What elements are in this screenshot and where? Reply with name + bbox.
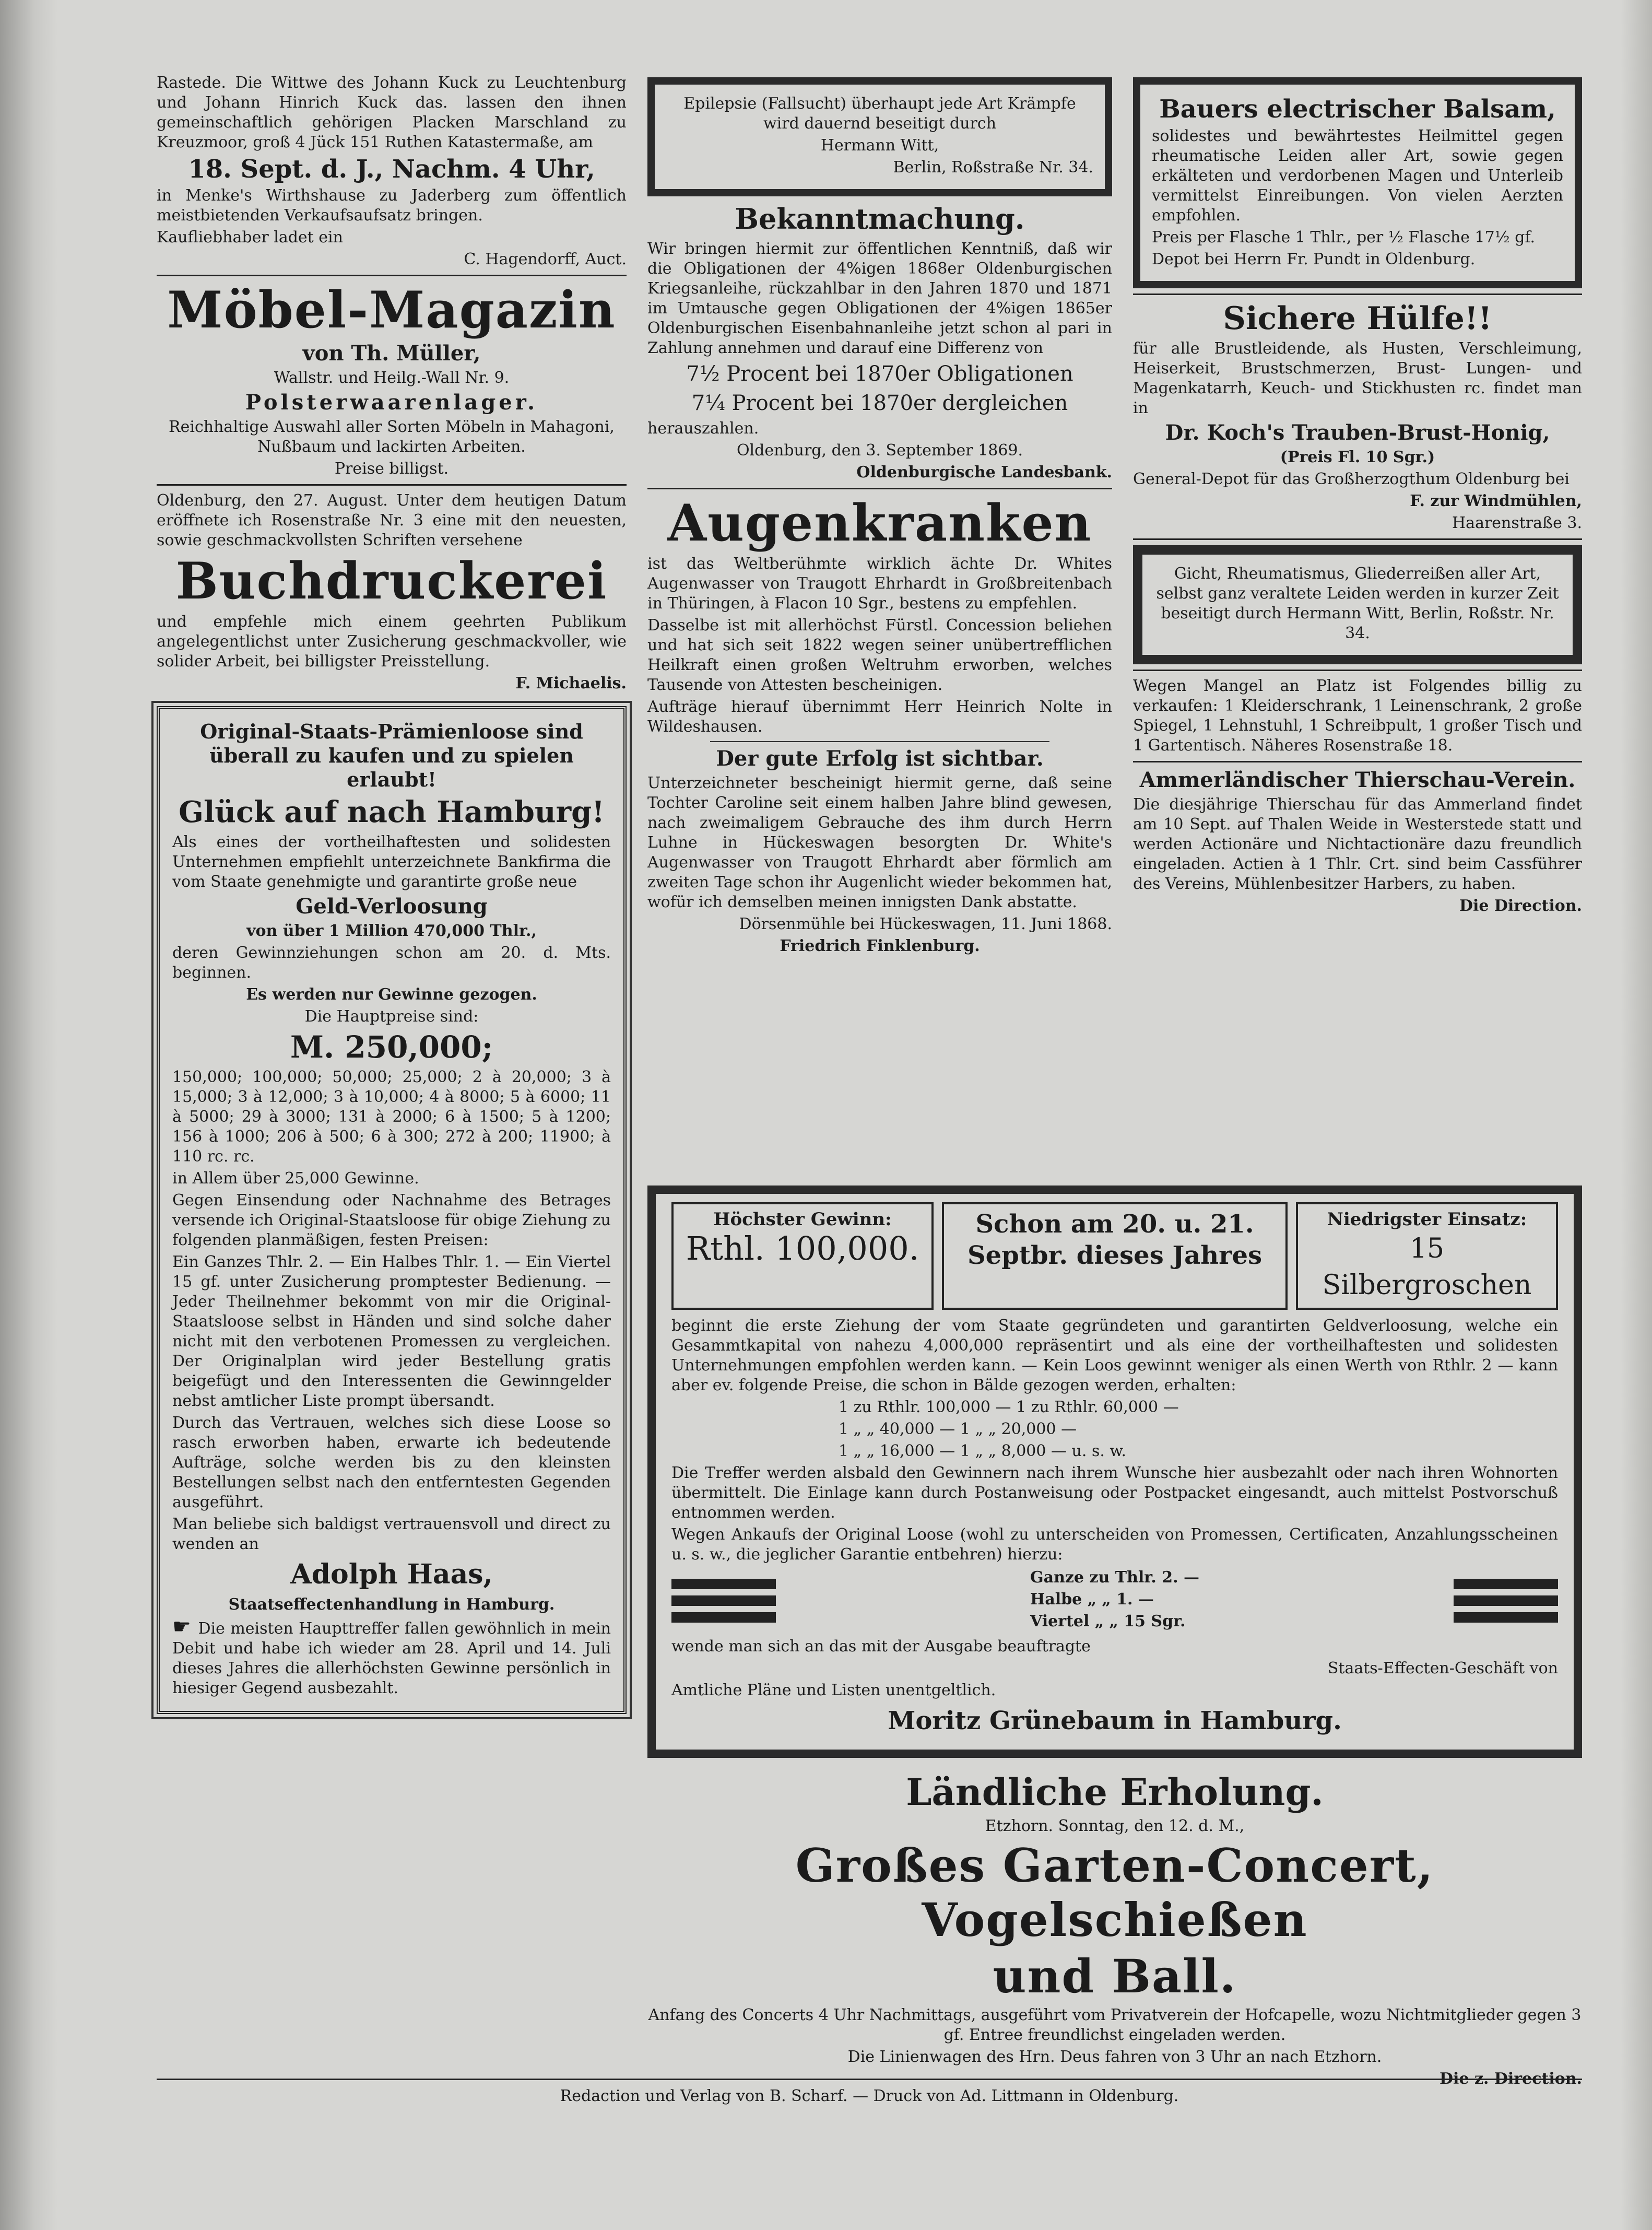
rate-bars-left [671, 1576, 776, 1626]
lottery-max-value: Rthl. 100,000. [686, 1229, 919, 1267]
moebel-address: Wallstr. und Heilg.-Wall Nr. 9. [274, 369, 510, 387]
buchdruck-body: und empfehle mich einem geehrten Publikum angelegentlichst unter Zusicherung geschmackvoller, wie solider Arbeit, bei billigster Preisstellung. [157, 613, 627, 671]
haas-h3: Geld-Verloosung [296, 894, 488, 919]
augen-title: Augenkranken [667, 494, 1092, 553]
lottery-p3: Wegen Ankaufs der Original Loose (wohl zu unterscheiden von Promessen, Certificaten, Anzahlungsscheinen u. s. w., die jeglicher Garantie entbehren) hierzu: [671, 1525, 1558, 1564]
haas-p10-text: Die meisten Haupttreffer fallen gewöhnlich in mein Debit und habe ich wieder am 28. April und 14. Juli dieses Jahres die allerhöchsten Gewinne persönlich in hiesiger Gegend ausbezahlt. [172, 1619, 611, 1697]
buchdruck-intro: Oldenburg, den 27. August. Unter dem heutigen Datum eröffnete ich Rosenstraße Nr. 3 eine mit den neuesten, sowie geschmackvollsten Schriften versehene [157, 491, 627, 549]
bauer-body: solidestes und bewährtestes Heilmittel gegen rheumatische Leiden aller Art, sowie gegen erkälteten und verdorbenen Magen und Unterleib vermittelst Einreibungen. Von vielen Aerzten empfohlen. [1152, 127, 1563, 225]
rate-2: Halbe „ „ 1. — [1030, 1590, 1154, 1609]
bauer-depot: Depot bei Herrn Fr. Pundt in Oldenburg. [1152, 250, 1476, 268]
bekannt-tail: herauszahlen. [647, 419, 759, 438]
thierschau-ad [1133, 768, 1582, 916]
bekannt-body: Wir bringen hiermit zur öffentlichen Kenntniß, daß wir die Obligationen der 4%igen 1868er Oldenburgischen Kriegsanleihe, rückzahlbar in den Jahren 1870 und 1871 im Umtausche gegen Obligationen der 4%igen 1865er Oldenburgischen Eisenbahnanleihe jetzt schon al pari in Zahlung annehmen und darauf eine Differenz von [647, 240, 1112, 357]
haas-lottery-ad [157, 706, 627, 1714]
thierschau-body: Die diesjährige Thierschau für das Ammerland findet am 10 Sept. auf Thalen Weide in Westerstede statt und werden Actionäre und Nichtactionäre dazu freundlich eingeladen. Actien à 1 Thlr. Crt. sind beim Cassführer des Vereins, Mühlenbesitzer Harbers, zu haben. [1133, 795, 1582, 893]
bekannt-line2: 7¼ Procent bei 1870er dergleichen [691, 391, 1068, 415]
bekannt-line1: 7½ Procent bei 1870er Obligationen [686, 362, 1073, 386]
kuck-date: 18. Sept. d. J., Nachm. 4 Uhr, [188, 155, 595, 184]
kuck-body3: Kaufliebhaber ladet ein [157, 228, 343, 247]
haas-p7: Ein Ganzes Thlr. 2. — Ein Halbes Thlr. 1. — Ein Viertel 15 gf. unter Zusicherung promptester Bedienung. — Jeder Theilnehmer bekommt von mir die Original-Staatsloose selbst in Händen und sind solche daher nicht mit den verbotenen Promessen zu vergleichen. Der Originalplan wird jeder Bestellung gratis beigefügt und den Interessenten die Gewinngelder nebst amtlicher Liste prompt übersandt. [172, 1253, 611, 1410]
rate-bars-right [1454, 1576, 1558, 1626]
erholung-ad [647, 1770, 1582, 2091]
footer-rule [157, 2079, 1582, 2080]
thierschau-sign: Die Direction. [1459, 897, 1582, 915]
haas-total: in Allem über 25,000 Gewinne. [172, 1169, 419, 1188]
rate-bar [1454, 1612, 1558, 1623]
haas-name: Adolph Haas, [290, 1558, 493, 1590]
augen-h2: Der gute Erfolg ist sichtbar. [716, 746, 1044, 771]
buchdruck-title: Buchdruckerei [175, 551, 608, 611]
moebel-owner: von Th. Müller, [302, 341, 481, 366]
rate-3: Viertel „ „ 15 Sgr. [1030, 1612, 1186, 1630]
erholung-big1: Großes Garten-Concert, Vogelschießen [795, 1838, 1434, 1947]
augen-p1: ist das Weltberühmte wirklich ächte Dr. Whites Augenwasser von Traugott Ehrhardt in Großbreitenbach in Thüringen, à Flacon 10 Sgr., bestens zu empfehlen. [647, 555, 1112, 613]
haas-firm: Staatseffectenhandlung in Hamburg. [228, 1595, 555, 1614]
rate-list [1030, 1568, 1199, 1634]
divider [157, 484, 627, 486]
haas-p9: Man beliebe sich baldigst vertrauensvoll und direct zu wenden an [172, 1515, 611, 1553]
lottery-min-value: 15 Silbergroschen [1322, 1233, 1532, 1301]
divider [1133, 538, 1582, 540]
rate-bar [1454, 1595, 1558, 1606]
lottery-min-label: Niedrigster Einsatz: [1327, 1209, 1527, 1230]
erholung-body: Anfang des Concerts 4 Uhr Nachmittags, ausgeführt vom Privatverein der Hofcapelle, wozu Nichtmitglieder gegen 3 gf. Entree freundlichst eingeladen werden. [648, 2006, 1582, 2044]
huelfe-name: F. zur Windmühlen, [1410, 492, 1582, 510]
column-1 [157, 73, 627, 1719]
kuck-ad [157, 73, 627, 269]
erholung-title: Ländliche Erholung. [906, 1770, 1324, 1814]
divider [1133, 294, 1582, 295]
lottery-p4: wende man sich an das mit der Ausgabe beauftragte [671, 1637, 1091, 1656]
augen-date: Dörsenmühle bei Hückeswagen, 11. Juni 1868. [739, 915, 1112, 933]
lottery-rates [671, 1568, 1558, 1634]
lottery-date-1: Schon am 20. u. 21. [975, 1210, 1254, 1239]
haas-h2: Glück auf nach Hamburg! [179, 795, 605, 829]
lottery-min-stake [1296, 1202, 1558, 1310]
kuck-body2: in Menke's Wirthshause zu Jaderberg zum öffentlich meistbietenden Verkaufsaufsatz bringen. [157, 186, 627, 225]
column-2 [647, 73, 1112, 958]
pointing-hand-icon: ☛ [172, 1615, 198, 1639]
lottery-max-win [671, 1202, 934, 1310]
divider [710, 741, 1049, 742]
bauer-price: Preis per Flasche 1 Thlr., per ½ Flasche 17½ gf. [1152, 228, 1536, 247]
buchdruck-sign: F. Michaelis. [515, 674, 627, 693]
augen-p2: Dasselbe ist mit allerhöchst Fürstl. Concession beliehen und hat sich seit 1822 wegen seiner unübertrefflichen Heilkraft einen großen Weltruhm erworben, welches Tausende von Attesten bescheinigen. [647, 616, 1112, 694]
binding-gutter [0, 0, 57, 2230]
erholung-sign: Die z. Direction. [1439, 2070, 1582, 2088]
divider [1133, 761, 1582, 762]
lottery-prize-2: 1 „ „ 40,000 — 1 „ „ 20,000 — [839, 1420, 1077, 1438]
bauer-ad [1133, 77, 1582, 288]
haas-p1: Als eines der vortheilhaftesten und solidesten Unternehmen empfiehlt unterzeichnete Bankfirma die vom Staate genehmigte und garantirte große neue [172, 833, 611, 891]
gruenebaum-lottery-ad [647, 1186, 1582, 1758]
lottery-date [942, 1202, 1288, 1310]
huelfe-price: (Preis Fl. 10 Sgr.) [1280, 448, 1435, 466]
huelfe-addr: Haarenstraße 3. [1452, 514, 1582, 532]
lottery-max-label: Höchster Gewinn: [713, 1209, 892, 1230]
haas-p4: Es werden nur Gewinne gezogen. [246, 985, 537, 1004]
bekannt-ad [647, 201, 1112, 483]
gicht-body: Gicht, Rheumatismus, Gliederreißen aller Art, selbst ganz veraltete Leiden werden in kurzer Zeit beseitigt durch Hermann Witt, Berlin, Roßstr. Nr. 34. [1156, 565, 1559, 642]
buchdruck-ad [157, 491, 627, 694]
bauer-title: Bauers electrischer Balsam, [1159, 95, 1556, 124]
augen-p4: Unterzeichneter bescheinigt hiermit gerne, daß seine Tochter Caroline seit einem halben Jahre blind gewesen, nach zweimaligem Gebrauche des ihm durch Herrn Luhne in Hückeswagen besorgten Dr. White's Augenwasser von Traugott Ehrhardt aber förmlich am zweiten Tage schon ihr Augenlicht wieder bekommen hat, wofür ich demselben meinen innigsten Dank abstatte. [647, 774, 1112, 911]
haas-p5: Die Hauptpreise sind: [304, 1007, 479, 1026]
lottery-p5: Amtliche Pläne und Listen unentgeltlich. [671, 1681, 996, 1699]
moebel-sub: Polsterwaarenlager. [245, 390, 538, 415]
rate-bar [671, 1595, 776, 1606]
huelfe-body: für alle Brustleidende, als Husten, Verschleimung, Heiserkeit, Brustschmerzen, Brust- Lungen- und Magenkatarrh, Keuch- und Stickhusten rc. findet man in [1133, 339, 1582, 417]
lottery-header [671, 1202, 1558, 1310]
haas-p10 [172, 1617, 611, 1698]
moebel-prices: Preise billigst. [334, 460, 449, 478]
lottery-p2: Die Treffer werden alsbald den Gewinnern nach ihrem Wunsche hier ausbezahlt oder nach ihren Wohnorten übermittelt. Die Einlage kann durch Postanweisung oder Postpacket eingesandt, auch mittelst Postvorschuß entnommen werden. [671, 1464, 1558, 1522]
rate-bar [671, 1579, 776, 1589]
haas-p2: von über 1 Million 470,000 Thlr., [246, 922, 537, 940]
epilepsie-body: Epilepsie (Fallsucht) überhaupt jede Art Krämpfe wird dauernd beseitigt durch [683, 95, 1076, 133]
lottery-prize-3: 1 „ „ 16,000 — 1 „ „ 8,000 — u. s. w. [839, 1442, 1127, 1460]
haas-p3: deren Gewinnziehungen schon am 20. d. Mts. beginnen. [172, 944, 611, 982]
haas-p6: Gegen Einsendung oder Nachnahme des Betrages versende ich Original-Staatsloose für obige Ziehung zu folgenden planmäßigen, festen Preisen: [172, 1191, 611, 1249]
imprint: Redaction und Verlag von B. Scharf. — Druck von Ad. Littmann in Oldenburg. [560, 2087, 1179, 2105]
augen-p3: Aufträge hierauf übernimmt Herr Heinrich Nolte in Wildeshausen. [647, 698, 1112, 736]
lottery-firm1: Staats-Effecten-Geschäft von [1327, 1659, 1558, 1677]
huelfe-depot: General-Depot für das Großherzogthum Oldenburg bei [1133, 470, 1570, 488]
lottery-date-2: Septbr. dieses Jahres [967, 1241, 1262, 1270]
divider [1133, 670, 1582, 671]
column-3 [1133, 73, 1582, 918]
moebel-ad [157, 281, 627, 479]
huelfe-product: Dr. Koch's Trauben-Brust-Honig, [1165, 420, 1550, 445]
kuck-body: Rastede. Die Wittwe des Johann Kuck zu Leuchtenburg und Johann Hinrich Kuck das. lassen den ihnen gemeinschaftlich gehörigen Placken Marschland zu Kreuzmoor, groß 4 Jück 151 Ruthen Katastermaße, am [157, 74, 627, 151]
haas-p8: Durch das Vertrauen, welches sich diese Loose so rasch erworben haben, erwarte ich bedeutende Aufträge, solche werden bis zu den kleinsten Bestellungen selbst nach den entferntesten Gegenden ausgeführt. [172, 1414, 611, 1511]
kuck-sign: C. Hagendorff, Auct. [464, 250, 627, 268]
augen-ad [647, 495, 1112, 956]
lottery-prize-1: 1 zu Rthlr. 100,000 — 1 zu Rthlr. 60,000 — [839, 1398, 1179, 1416]
lottery-firm2: Moritz Grünebaum in Hamburg. [888, 1706, 1342, 1735]
huelfe-ad [1133, 300, 1582, 533]
page-edge [1621, 0, 1652, 2230]
divider [647, 488, 1112, 489]
moebel-title: Möbel-Magazin [167, 280, 616, 339]
bekannt-sign: Oldenburgische Landesbank. [856, 463, 1112, 482]
gicht-ad [1133, 545, 1582, 664]
mangel-ad [1133, 676, 1582, 756]
haas-main-prize: M. 250,000; [290, 1029, 493, 1065]
mangel-body: Wegen Mangel an Platz ist Folgendes billig zu verkaufen: 1 Kleiderschrank, 1 Leinenschrank, 2 große Spiegel, 1 Lehnstuhl, 1 Schreibpult, 1 großer Tisch und 1 Gartentisch. Näheres Rosenstraße 18. [1133, 677, 1582, 755]
thierschau-title: Ammerländischer Thierschau-Verein. [1139, 768, 1576, 792]
epilepsie-addr: Berlin, Roßstraße Nr. 34. [893, 158, 1093, 177]
epilepsie-ad [647, 77, 1112, 196]
bekannt-title: Bekanntmachung. [735, 202, 1025, 236]
divider [157, 275, 627, 276]
rate-1: Ganze zu Thlr. 2. — [1030, 1568, 1199, 1587]
haas-prize-list: 150,000; 100,000; 50,000; 25,000; 2 à 20,000; 3 à 15,000; 3 à 12,000; 3 à 10,000; 4 à 8000; 5 à 6000; 11 à 5000; 29 à 3000; 131 à 2000; 6 à 1500; 5 à 1200; 156 à 1000; 206 à 500; 6 à 300; 272 à 200; 11900; à 110 rc. rc. [172, 1068, 611, 1166]
erholung-body2: Die Linienwagen des Hrn. Deus fahren von 3 Uhr an nach Etzhorn. [847, 2048, 1382, 2066]
augen-sign: Friedrich Finklenburg. [780, 937, 980, 955]
lottery-p1: beginnt die erste Ziehung der vom Staate gegründeten und garantirten Geldverloosung, welche ein Gesammtkapital von nahezu 4,000,000 repräsentirt und als eine der vortheilhaftesten und solidesten Unternehmungen empfohlen werden kann. — Kein Loos gewinnt weniger als einen Werth von Rthlr. 2 — kann aber ev. folgende Preise, die schon in Bälde gezogen werden, erhalten: [671, 1317, 1558, 1394]
rate-bar [671, 1612, 776, 1623]
erholung-big2: und Ball. [993, 1949, 1237, 2003]
erholung-line: Etzhorn. Sonntag, den 12. d. M., [985, 1817, 1245, 1835]
huelfe-title: Sichere Hülfe!! [1223, 300, 1492, 337]
bekannt-date: Oldenburg, den 3. September 1869. [736, 441, 1023, 460]
haas-h1: Original-Staats-Prämienloose sind überall zu kaufen und zu spielen erlaubt! [200, 720, 583, 791]
rate-bar [1454, 1579, 1558, 1589]
moebel-body: Reichhaltige Auswahl aller Sorten Möbeln in Mahagoni, Nußbaum und lackirten Arbeiten. [169, 418, 615, 456]
epilepsie-name: Hermann Witt, [820, 136, 939, 155]
lottery-prizes [671, 1398, 1558, 1461]
